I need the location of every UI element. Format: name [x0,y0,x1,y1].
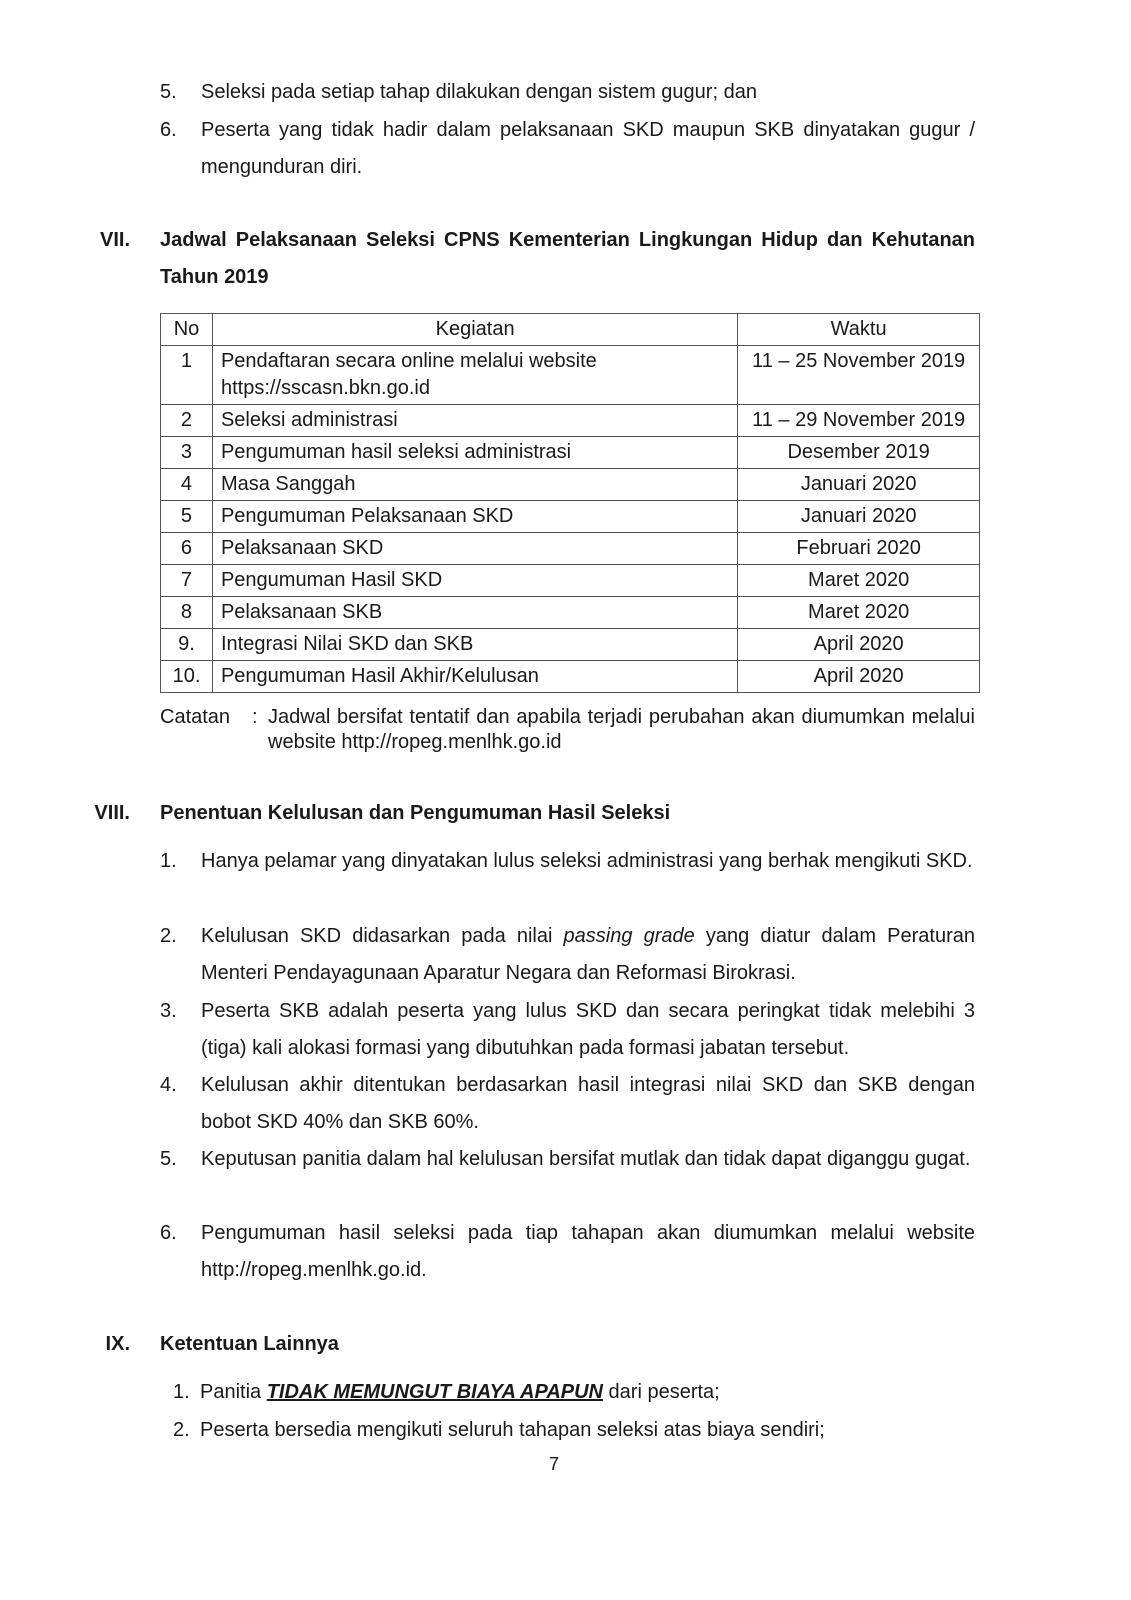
table-row [161,405,980,437]
row-activity: Pelaksanaan SKB [212,597,737,629]
row-activity: Integrasi Nilai SKD dan SKB [212,629,737,661]
list-item: 6. Peserta yang tidak hadir dalam pelaksanaan SKD maupun SKB dinyatakan gugur / mengunduran diri. [160,119,975,178]
table-row [161,501,980,533]
row-activity: Pengumuman Hasil Akhir/Kelulusan [212,661,737,693]
list-item: 6. Pengumuman hasil seleksi pada tiap tahapan akan diumumkan melalui website http://ropeg.menlhk.go.id. [160,1222,975,1281]
schedule-table [160,313,980,693]
page-number: 7 [548,1454,559,1474]
row-number: 10. [161,661,213,693]
row-activity: Seleksi administrasi [212,405,737,437]
table-header-row: No Kegiatan Waktu [161,314,980,346]
row-time: April 2020 [738,661,980,693]
table-row [161,469,980,501]
list-item: 4. Kelulusan akhir ditentukan berdasarkan hasil integrasi nilai SKD dan SKB dengan bobot SKD 40% dan SKB 60%. [160,1074,975,1133]
row-time: Maret 2020 [738,565,980,597]
row-activity: Pengumuman Pelaksanaan SKD [212,501,737,533]
table-row [161,533,980,565]
row-time: Desember 2019 [738,437,980,469]
row-number: 2 [161,405,213,437]
row-activity: Pengumuman Hasil SKD [212,565,737,597]
row-activity: Pendaftaran secara online melalui website https://sscasn.bkn.go.id [212,346,737,405]
table-note: Catatan : Jadwal bersifat tentatif dan apabila terjadi perubahan akan diumumkan melalui website http://ropeg.menlhk.go.id [160,706,975,753]
table-row [161,629,980,661]
section-heading: IX. Ketentuan Lainnya [105,1333,339,1355]
table-row [161,661,980,693]
list-item: 1. Panitia TIDAK MEMUNGUT BIAYA APAPUN dari peserta; [173,1381,720,1403]
list-item: 1. Hanya pelamar yang dinyatakan lulus seleksi administrasi yang berhak mengikuti SKD. [160,850,973,872]
table-row [161,437,980,469]
row-activity: Masa Sanggah [212,469,737,501]
row-number: 6 [161,533,213,565]
row-time: Maret 2020 [738,597,980,629]
row-number: 8 [161,597,213,629]
row-time: 11 – 29 November 2019 [738,405,980,437]
list-item: 5. Keputusan panitia dalam hal kelulusan bersifat mutlak dan tidak dapat diganggu gugat. [160,1148,971,1170]
row-activity: Pengumuman hasil seleksi administrasi [212,437,737,469]
row-time: Januari 2020 [738,469,980,501]
row-number: 1 [161,346,213,405]
table-row [161,565,980,597]
row-time: April 2020 [738,629,980,661]
row-number: 9. [161,629,213,661]
row-number: 4 [161,469,213,501]
row-number: 5 [161,501,213,533]
table-row [161,346,980,405]
row-number: 3 [161,437,213,469]
list-item: 2. Peserta bersedia mengikuti seluruh tahapan seleksi atas biaya sendiri; [173,1419,825,1441]
list-item: 2. Kelulusan SKD didasarkan pada nilai passing grade yang diatur dalam Peraturan Menteri Pendayagunaan Aparatur Negara dan Reformasi Birokrasi. [160,925,975,984]
row-time: 11 – 25 November 2019 [738,346,980,405]
list-item: 5. Seleksi pada setiap tahap dilakukan dengan sistem gugur; dan [160,81,757,103]
list-item: 3. Peserta SKB adalah peserta yang lulus SKD dan secara peringkat tidak melebihi 3 (tiga) kali alokasi formasi yang dibutuhkan pada formasi jabatan tersebut. [160,1000,975,1059]
row-time: Februari 2020 [738,533,980,565]
section-heading: VII. Jadwal Pelaksanaan Seleksi CPNS Kementerian Lingkungan Hidup dan Kehutanan Tahun 2019 [99,229,975,288]
row-number: 7 [161,565,213,597]
row-time: Januari 2020 [738,501,980,533]
table-row [161,597,980,629]
row-activity: Pelaksanaan SKD [212,533,737,565]
section-heading: VIII. Penentuan Kelulusan dan Pengumuman Hasil Seleksi [94,802,671,824]
